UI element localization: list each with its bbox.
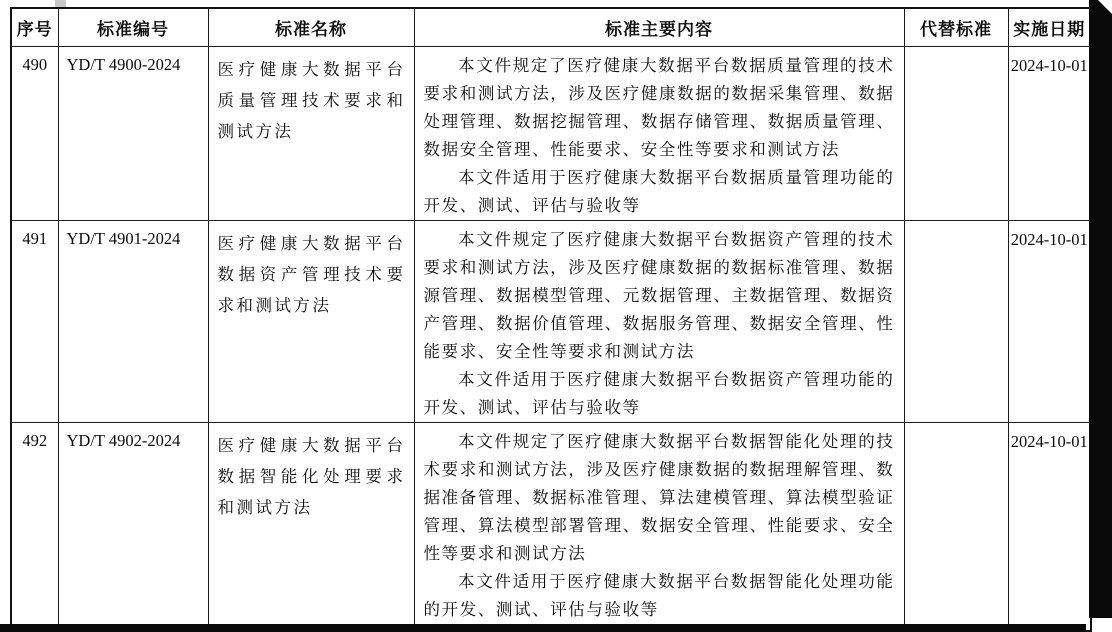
cell-standard-code: YD/T 4900-2024: [58, 46, 208, 220]
scan-artifact-right-edge: [1089, 0, 1112, 618]
cell-implementation-date: 2024-10-01: [1008, 220, 1091, 422]
header-date: 实施日期: [1008, 8, 1091, 46]
cell-standard-code: YD/T 4901-2024: [58, 220, 208, 422]
cell-replaced-standard: [904, 220, 1008, 422]
table-header-row: [11, 8, 1091, 46]
cell-seq: 490: [11, 46, 58, 220]
content-paragraph: 本文件适用于医疗健康大数据平台数据资产管理功能的开发、测试、评估与验收等: [423, 369, 895, 417]
cell-standard-content: [414, 422, 904, 631]
cell-seq: 491: [11, 220, 58, 422]
cell-implementation-date: 2024-10-01: [1008, 46, 1091, 220]
content-paragraph: 本文件规定了医疗健康大数据平台数据质量管理的技术要求和测试方法，涉及医疗健康数据的数据采集管理、数据处理管理、数据挖掘管理、数据存储管理、数据质量管理、数据安全管理、性能要求、安全性等要求和测试方法: [423, 55, 895, 159]
cell-standard-name: 医疗健康大数据平台 数据资产管理技术要求和测试方法: [208, 220, 414, 422]
table-row: [11, 422, 1091, 631]
cell-implementation-date: 2024-10-01: [1008, 422, 1091, 631]
table-row: [11, 220, 1091, 422]
cell-standard-content: [414, 220, 904, 422]
content-paragraph: 本文件规定了医疗健康大数据平台数据智能化处理的技术要求和测试方法，涉及医疗健康数据的数据理解管理、数据准备管理、数据标准管理、算法建模管理、算法模型验证管理、算法模型部署管理、数据安全管理、性能要求、安全性等要求和测试方法: [423, 431, 895, 563]
cell-standard-name: 医疗健康大数据平台 质量管理技术要求和测试方法: [208, 46, 414, 220]
header-code: 标准编号: [58, 8, 208, 46]
header-replaced: 代替标准: [904, 8, 1008, 46]
content-paragraph: 本文件规定了医疗健康大数据平台数据资产管理的技术要求和测试方法，涉及医疗健康数据的数据标准管理、数据源管理、数据模型管理、元数据管理、主数据管理、数据资产管理、数据价值管理、数据服务管理、数据安全管理、性能要求、安全性等要求和测试方法: [423, 229, 895, 361]
cell-standard-code: YD/T 4902-2024: [58, 422, 208, 631]
cell-replaced-standard: [904, 422, 1008, 631]
header-content: 标准主要内容: [414, 8, 904, 46]
cell-standard-content: [414, 46, 904, 220]
scan-artifact-bottom-edge: [0, 624, 1086, 632]
content-paragraph: 本文件适用于医疗健康大数据平台数据质量管理功能的开发、测试、评估与验收等: [423, 167, 895, 215]
header-name: 标准名称: [208, 8, 414, 46]
standards-table: [10, 7, 1092, 632]
cell-seq: 492: [11, 422, 58, 631]
header-seq: 序号: [11, 8, 58, 46]
cell-standard-name: 医疗健康大数据平台 数据智能化处理要求和测试方法: [208, 422, 414, 631]
content-paragraph: 本文件适用于医疗健康大数据平台数据智能化处理功能的开发、测试、评估与验收等: [423, 571, 895, 619]
table-row: [11, 46, 1091, 220]
cell-replaced-standard: [904, 46, 1008, 220]
